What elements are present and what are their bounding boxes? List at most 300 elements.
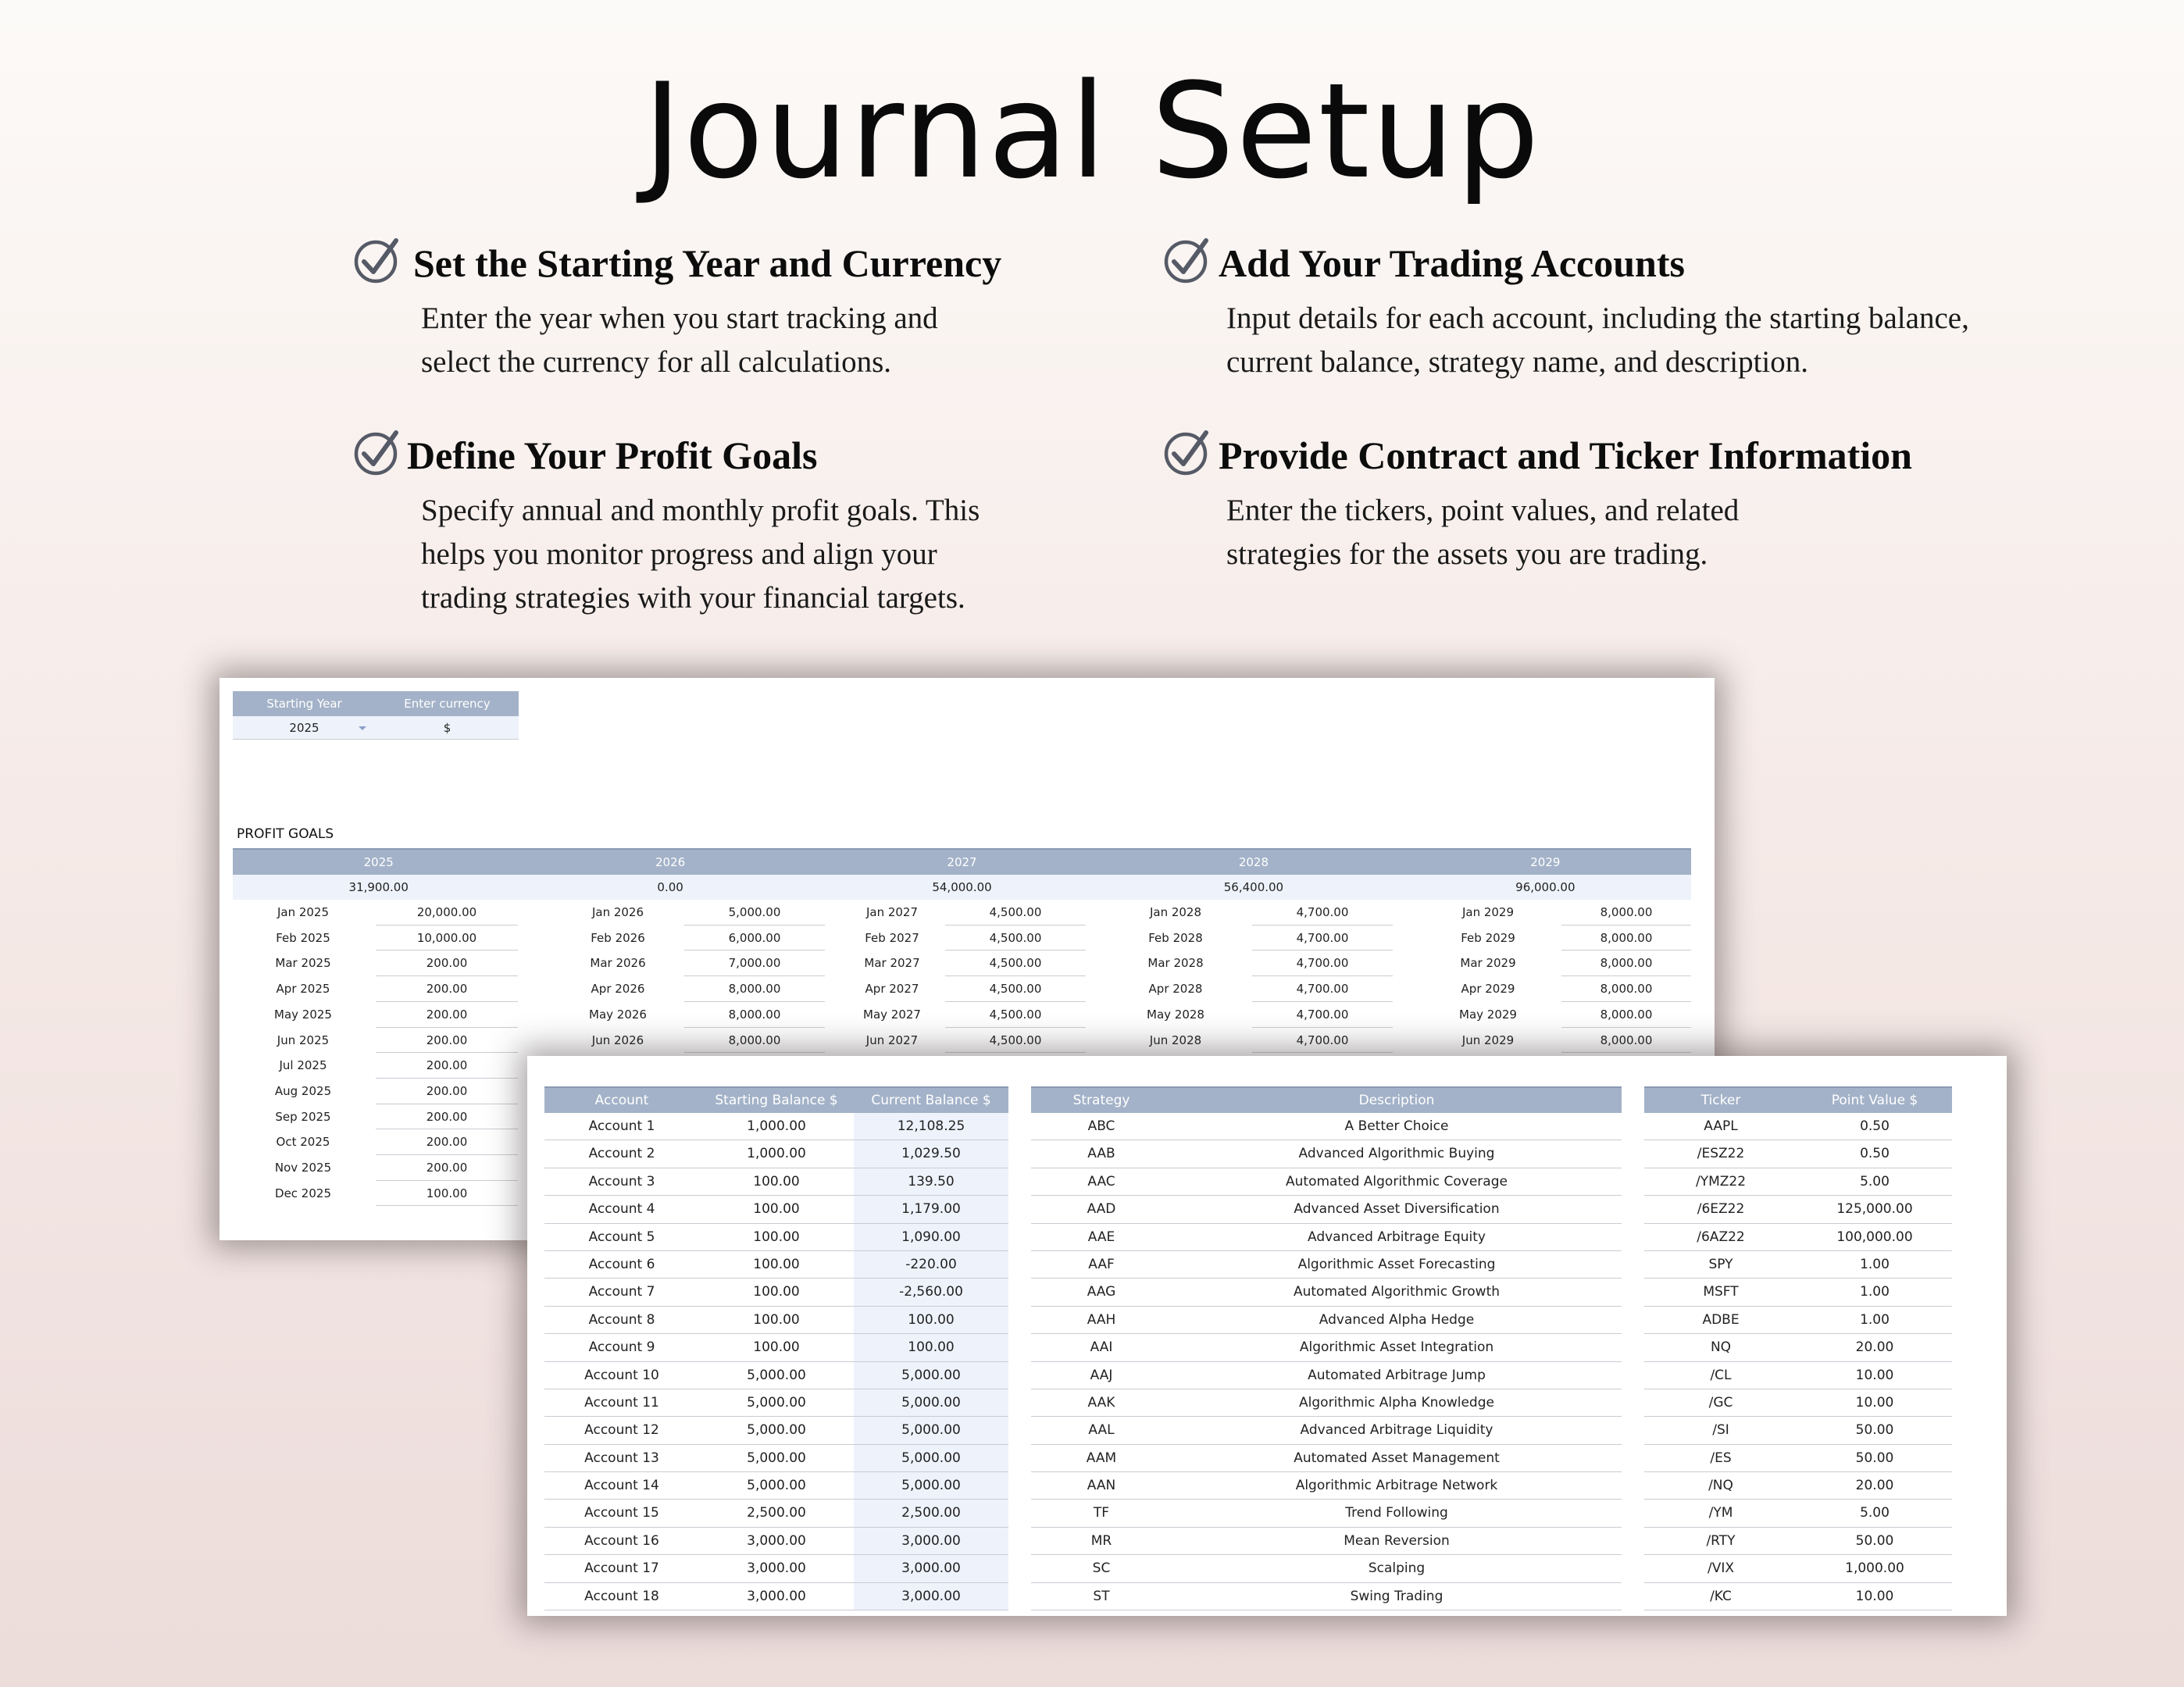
account-row (544, 1555, 1008, 1582)
ticker-row (1644, 1113, 1952, 1140)
table-cell[interactable]: Account 3 (588, 1173, 655, 1189)
month-goal-value[interactable]: 8,000.00 (1600, 905, 1653, 919)
account-row (544, 1140, 1008, 1168)
month-label: Jul 2025 (279, 1058, 327, 1073)
month-goal-value[interactable]: 8,000.00 (728, 1033, 781, 1047)
month-label: Feb 2029 (1461, 930, 1515, 945)
month-goal-value[interactable]: 8,000.00 (1600, 1007, 1653, 1022)
month-goal-value[interactable]: 200.00 (426, 1161, 468, 1175)
table-cell[interactable]: 5,000.00 (747, 1367, 806, 1383)
ticker-row (1644, 1555, 1952, 1582)
table-header (544, 1086, 1008, 1113)
table-cell[interactable]: AAI (1090, 1339, 1113, 1356)
account-row (544, 1472, 1008, 1500)
step-heading: Provide Contract and Ticker Information (1219, 433, 1912, 477)
strategy-row (1031, 1389, 1622, 1417)
strategy-row (1031, 1555, 1622, 1582)
month-label: May 2027 (863, 1007, 921, 1022)
table-cell[interactable]: 1,000.00 (1845, 1560, 1904, 1577)
table-cell[interactable]: 5,000.00 (747, 1450, 806, 1466)
strategy-row (1031, 1251, 1622, 1279)
table-cell[interactable]: TF (1093, 1505, 1110, 1521)
table-cell[interactable]: AAJ (1090, 1367, 1113, 1383)
ticker-row (1644, 1251, 1952, 1279)
table-cell[interactable]: 1,000.00 (747, 1118, 806, 1134)
month-goal-value[interactable]: 10,000.00 (416, 930, 477, 945)
accounts-sheet (527, 1056, 2007, 1616)
table-cell[interactable]: Account 18 (584, 1588, 659, 1604)
month-goal-value[interactable]: 8,000.00 (1600, 982, 1653, 997)
table-cell[interactable]: AAG (1087, 1284, 1116, 1300)
month-label: May 2026 (589, 1007, 647, 1022)
month-label: Aug 2025 (274, 1083, 332, 1098)
month-label: Jun 2025 (277, 1033, 330, 1047)
cell-underline (376, 1205, 518, 1206)
table-cell[interactable]: 100.00 (854, 1334, 1008, 1361)
strategy-row (1031, 1279, 1622, 1306)
month-label: Apr 2026 (591, 982, 645, 997)
table-cell[interactable]: 125,000.00 (1836, 1201, 1913, 1218)
table-cell[interactable]: 100.00 (753, 1339, 800, 1356)
account-row (544, 1196, 1008, 1223)
table-cell[interactable]: 100.00 (753, 1256, 800, 1272)
table-cell[interactable]: 10.00 (1855, 1394, 1894, 1411)
account-row (544, 1279, 1008, 1306)
year-total-cell[interactable]: 56,400.00 (1223, 880, 1284, 894)
table-cell[interactable]: SC (1092, 1560, 1111, 1577)
table-cell[interactable]: Swing Trading (1350, 1588, 1444, 1604)
column-header: Point Value $ (1797, 1088, 1952, 1113)
month-label: Mar 2027 (864, 956, 920, 971)
account-row (544, 1168, 1008, 1196)
starting-year-header: Starting Year (233, 691, 376, 716)
month-goal-value[interactable]: 4,700.00 (1296, 956, 1349, 971)
page-title: Journal Setup (643, 55, 1541, 208)
table-cell[interactable]: /ES (1710, 1450, 1732, 1466)
table-cell[interactable]: 1,090.00 (854, 1224, 1008, 1250)
table-cell[interactable]: Automated Asset Management (1294, 1450, 1500, 1466)
month-label: May 2025 (274, 1007, 332, 1022)
strategy-row (1031, 1140, 1622, 1168)
table-cell[interactable]: Account 11 (584, 1394, 659, 1411)
month-goal-value[interactable]: 4,700.00 (1296, 982, 1349, 997)
table-cell[interactable]: Advanced Arbitrage Liquidity (1300, 1422, 1493, 1439)
cell-underline (1252, 1052, 1393, 1053)
table-cell[interactable]: 139.50 (854, 1168, 1008, 1195)
month-goal-value[interactable]: 8,000.00 (728, 1007, 781, 1022)
cell-underline (1561, 1052, 1691, 1053)
month-label: Mar 2026 (590, 956, 646, 971)
month-label: Jun 2026 (591, 1033, 644, 1047)
year-total-cell[interactable]: 0.00 (657, 880, 683, 894)
accounts-table (544, 1086, 1008, 1610)
ticker-row (1644, 1445, 1952, 1472)
table-cell[interactable]: 10.00 (1855, 1367, 1894, 1383)
ticker-row (1644, 1279, 1952, 1306)
table-cell[interactable]: /NQ (1708, 1478, 1733, 1494)
month-goal-value[interactable]: 200.00 (426, 1058, 468, 1073)
month-label: Dec 2025 (275, 1186, 331, 1200)
currency-header: Enter currency (376, 691, 519, 716)
table-header (1644, 1086, 1952, 1113)
table-cell[interactable]: 5,000.00 (854, 1389, 1008, 1416)
table-cell[interactable]: Account 16 (584, 1532, 659, 1549)
month-label: Feb 2026 (591, 930, 645, 945)
column-header: Ticker (1644, 1088, 1797, 1113)
table-cell[interactable]: 5.00 (1860, 1505, 1890, 1521)
strategy-row (1031, 1168, 1622, 1196)
table-cell[interactable]: 50.00 (1855, 1532, 1894, 1549)
strategy-row (1031, 1528, 1622, 1555)
month-label: Jun 2027 (865, 1033, 919, 1047)
table-cell[interactable]: /VIX (1707, 1560, 1735, 1577)
table-cell[interactable]: Algorithmic Asset Forecasting (1297, 1256, 1496, 1272)
table-cell[interactable]: Account 14 (584, 1478, 659, 1494)
table-cell[interactable]: Account 4 (588, 1201, 655, 1218)
table-cell[interactable]: /YMZ22 (1695, 1173, 1747, 1189)
strategy-row (1031, 1307, 1622, 1334)
table-cell[interactable]: Account 12 (584, 1422, 659, 1439)
table-cell[interactable]: NQ (1710, 1339, 1732, 1356)
strategies-table (1031, 1086, 1622, 1610)
profit-goals-totals (233, 875, 1691, 900)
month-goal-value[interactable]: 200.00 (426, 1083, 468, 1098)
month-goal-value[interactable]: 4,500.00 (989, 982, 1042, 997)
tickers-table (1644, 1086, 1952, 1610)
ticker-row (1644, 1224, 1952, 1251)
table-cell[interactable]: AAN (1087, 1478, 1116, 1494)
table-cell[interactable]: /ESZ22 (1697, 1146, 1745, 1162)
ticker-row (1644, 1140, 1952, 1168)
table-cell[interactable]: 5,000.00 (747, 1422, 806, 1439)
table-cell[interactable]: 100.00 (854, 1307, 1008, 1333)
checkmark-icon (1162, 428, 1211, 476)
table-cell[interactable]: Advanced Algorithmic Buying (1298, 1146, 1495, 1162)
table-cell[interactable]: 1,179.00 (854, 1196, 1008, 1222)
table-cell[interactable]: 100.00 (753, 1173, 800, 1189)
strategy-row (1031, 1224, 1622, 1251)
ticker-row (1644, 1307, 1952, 1334)
table-cell[interactable]: 100.00 (753, 1311, 800, 1328)
table-cell[interactable]: Account 10 (584, 1367, 659, 1383)
month-label: Jun 2028 (1149, 1033, 1202, 1047)
table-cell[interactable]: Automated Arbitrage Jump (1308, 1367, 1486, 1383)
table-cell[interactable]: 3,000.00 (854, 1528, 1008, 1554)
account-row (544, 1417, 1008, 1444)
table-cell[interactable]: 1,000.00 (747, 1146, 806, 1162)
table-cell[interactable]: A Better Choice (1344, 1118, 1449, 1134)
step-heading: Set the Starting Year and Currency (413, 241, 1002, 285)
table-cell[interactable]: Advanced Alpha Hedge (1319, 1311, 1475, 1328)
account-row (544, 1334, 1008, 1361)
ticker-row (1644, 1500, 1952, 1527)
account-row (544, 1113, 1008, 1140)
month-goal-value[interactable]: 4,500.00 (989, 1033, 1042, 1047)
table-cell[interactable]: 20.00 (1855, 1478, 1894, 1494)
year-header-cell: 2029 (1400, 850, 1691, 875)
table-cell[interactable]: AAE (1087, 1229, 1115, 1245)
table-cell[interactable]: /YM (1708, 1505, 1733, 1521)
month-label: Mar 2029 (1460, 956, 1516, 971)
ticker-row (1644, 1472, 1952, 1500)
table-cell[interactable]: 3,000.00 (747, 1532, 806, 1549)
table-cell[interactable]: Account 5 (588, 1229, 655, 1245)
step-text: Specify annual and monthly profit goals. This helps you monitor progress and align your trading strategies with your financial targets. (421, 494, 980, 615)
strategy-row (1031, 1472, 1622, 1500)
table-cell[interactable]: Scalping (1368, 1560, 1426, 1577)
ticker-row (1644, 1417, 1952, 1444)
month-label: Nov 2025 (274, 1161, 332, 1175)
cell-underline (945, 1052, 1086, 1053)
table-cell[interactable]: Account 17 (584, 1560, 659, 1577)
strategy-row (1031, 1196, 1622, 1223)
table-cell[interactable]: /KC (1710, 1588, 1732, 1604)
table-cell[interactable]: ST (1093, 1588, 1110, 1604)
table-cell[interactable]: 1,029.50 (854, 1140, 1008, 1167)
table-cell[interactable]: 100.00 (753, 1201, 800, 1218)
profit-goals-year-header (233, 848, 1691, 875)
table-cell[interactable]: 100,000.00 (1836, 1229, 1913, 1245)
table-cell[interactable]: /CL (1710, 1367, 1732, 1383)
account-row (544, 1500, 1008, 1527)
table-cell[interactable]: 50.00 (1855, 1450, 1894, 1466)
month-label: Jan 2026 (591, 905, 644, 919)
table-cell[interactable]: 5,000.00 (747, 1394, 806, 1411)
month-label: Sep 2025 (275, 1109, 331, 1124)
account-row (544, 1224, 1008, 1251)
column-header: Account (544, 1088, 699, 1113)
table-cell[interactable]: AAB (1087, 1146, 1115, 1162)
month-label: Jan 2027 (865, 905, 919, 919)
table-cell[interactable]: AAH (1087, 1311, 1116, 1328)
month-goal-value[interactable]: 8,000.00 (728, 982, 781, 997)
checkmark-icon (352, 236, 401, 284)
month-goal-value[interactable]: 5,000.00 (728, 905, 781, 919)
month-goal-value[interactable]: 4,700.00 (1296, 930, 1349, 945)
table-cell[interactable]: Algorithmic Alpha Knowledge (1299, 1394, 1494, 1411)
table-cell[interactable]: ADBE (1702, 1311, 1740, 1328)
table-cell[interactable]: Automated Algorithmic Growth (1293, 1284, 1501, 1300)
table-cell[interactable]: -220.00 (854, 1251, 1008, 1278)
ticker-row (1644, 1362, 1952, 1389)
table-cell[interactable]: 2,500.00 (854, 1500, 1008, 1526)
table-cell[interactable]: 5,000.00 (854, 1445, 1008, 1471)
month-label: Mar 2028 (1147, 956, 1204, 971)
month-goal-value[interactable]: 200.00 (426, 1033, 468, 1047)
year-total-cell[interactable]: 31,900.00 (348, 880, 409, 894)
table-cell[interactable]: 20.00 (1855, 1339, 1894, 1356)
ticker-row (1644, 1583, 1952, 1610)
month-goal-value[interactable]: 6,000.00 (728, 930, 781, 945)
currency-input[interactable]: $ (443, 721, 451, 735)
month-label: Jun 2029 (1461, 1033, 1515, 1047)
table-cell[interactable]: Algorithmic Arbitrage Network (1295, 1478, 1498, 1494)
setup-header (233, 691, 519, 716)
month-goal-value[interactable]: 4,700.00 (1296, 1007, 1349, 1022)
table-cell[interactable]: AAPL (1704, 1118, 1738, 1134)
table-cell[interactable]: 3,000.00 (854, 1583, 1008, 1610)
table-cell[interactable]: 0.50 (1860, 1118, 1890, 1134)
year-header-cell: 2028 (1108, 850, 1399, 875)
setup-values (233, 716, 519, 740)
month-goal-value[interactable]: 8,000.00 (1600, 1033, 1653, 1047)
account-row (544, 1528, 1008, 1555)
strategy-row (1031, 1500, 1622, 1527)
month-goal-value[interactable]: 4,500.00 (989, 1007, 1042, 1022)
table-cell[interactable]: Advanced Arbitrage Equity (1308, 1229, 1486, 1245)
month-label: Feb 2025 (276, 930, 330, 945)
month-label: Apr 2028 (1148, 982, 1203, 997)
strategy-row (1031, 1334, 1622, 1361)
table-cell[interactable]: Account 7 (588, 1284, 655, 1300)
month-label: Feb 2027 (865, 930, 919, 945)
account-row (544, 1362, 1008, 1389)
month-label: May 2029 (1459, 1007, 1517, 1022)
table-cell[interactable]: AAL (1088, 1422, 1115, 1439)
month-label: May 2028 (1147, 1007, 1204, 1022)
month-goal-value[interactable]: 200.00 (426, 1007, 468, 1022)
ticker-row (1644, 1334, 1952, 1361)
table-cell[interactable]: Account 8 (588, 1311, 655, 1328)
table-cell[interactable]: Account 1 (588, 1118, 655, 1134)
table-cell[interactable]: 5,000.00 (747, 1478, 806, 1494)
month-goal-value[interactable]: 8,000.00 (1600, 930, 1653, 945)
step-heading: Define Your Profit Goals (407, 433, 818, 477)
table-cell[interactable]: Automated Algorithmic Coverage (1286, 1173, 1508, 1189)
table-cell[interactable]: 3,000.00 (747, 1588, 806, 1604)
month-goal-value[interactable]: 4,500.00 (989, 905, 1042, 919)
table-cell[interactable]: 50.00 (1855, 1422, 1894, 1439)
table-cell[interactable]: /RTY (1706, 1532, 1736, 1549)
table-cell[interactable]: SPY (1708, 1256, 1733, 1272)
table-cell[interactable]: Account 2 (588, 1146, 655, 1162)
table-cell[interactable]: AAM (1086, 1450, 1117, 1466)
cell-underline (684, 1052, 825, 1053)
table-cell[interactable]: ABC (1087, 1118, 1115, 1134)
table-cell[interactable]: 1.00 (1860, 1311, 1890, 1328)
table-cell[interactable]: Account 9 (588, 1339, 655, 1356)
table-cell[interactable]: /GC (1708, 1394, 1733, 1411)
account-row (544, 1251, 1008, 1279)
year-header-cell: 2025 (233, 850, 524, 875)
year-total-cell[interactable]: 54,000.00 (932, 880, 992, 894)
column-header: Strategy (1031, 1088, 1172, 1113)
month-goal-value[interactable]: 4,500.00 (989, 930, 1042, 945)
month-goal-value[interactable]: 20,000.00 (416, 905, 477, 919)
column-header: Current Balance $ (854, 1088, 1008, 1113)
table-cell[interactable]: AAF (1088, 1256, 1115, 1272)
month-goal-value[interactable]: 4,700.00 (1296, 905, 1349, 919)
month-goal-value[interactable]: 200.00 (426, 982, 468, 997)
table-cell[interactable]: 100.00 (753, 1284, 800, 1300)
table-cell[interactable]: Account 6 (588, 1256, 655, 1272)
month-label: Apr 2027 (865, 982, 919, 997)
month-label: Feb 2028 (1148, 930, 1203, 945)
account-row (544, 1583, 1008, 1610)
starting-year-value: 2025 (289, 721, 319, 735)
table-cell[interactable]: AAC (1087, 1173, 1115, 1189)
year-total-cell[interactable]: 96,000.00 (1515, 880, 1576, 894)
table-cell[interactable]: 1.00 (1860, 1284, 1890, 1300)
dropdown-arrow-icon[interactable] (359, 726, 366, 730)
table-cell[interactable]: Algorithmic Asset Integration (1299, 1339, 1494, 1356)
ticker-row (1644, 1389, 1952, 1417)
strategy-row (1031, 1583, 1622, 1610)
year-header-cell: 2027 (816, 850, 1108, 875)
table-cell[interactable]: 5,000.00 (854, 1417, 1008, 1443)
month-label: Mar 2025 (275, 956, 331, 971)
table-cell[interactable]: 100.00 (753, 1229, 800, 1245)
table-cell[interactable]: 10.00 (1855, 1588, 1894, 1604)
column-header: Description (1172, 1088, 1622, 1113)
starting-year-select[interactable] (233, 716, 376, 739)
table-cell[interactable]: /SI (1712, 1422, 1729, 1439)
table-cell[interactable]: -2,560.00 (854, 1279, 1008, 1305)
month-label: Oct 2025 (276, 1135, 330, 1150)
table-cell[interactable]: 3,000.00 (747, 1560, 806, 1577)
month-label: Jan 2025 (277, 905, 330, 919)
table-cell[interactable]: /6AZ22 (1697, 1229, 1745, 1245)
table-cell[interactable]: /6EZ22 (1697, 1201, 1745, 1218)
table-header (1031, 1086, 1622, 1113)
account-row (544, 1389, 1008, 1417)
account-row (544, 1307, 1008, 1334)
step-heading: Add Your Trading Accounts (1219, 241, 1685, 285)
month-goal-value[interactable]: 100.00 (426, 1186, 468, 1200)
table-cell[interactable]: 5,000.00 (854, 1362, 1008, 1389)
table-cell[interactable]: Mean Reversion (1344, 1532, 1450, 1549)
ticker-row (1644, 1196, 1952, 1223)
month-goal-value[interactable]: 4,700.00 (1296, 1033, 1349, 1047)
month-goal-value[interactable]: 7,000.00 (728, 956, 781, 971)
step-text: Enter the year when you start tracking and select the currency for all calculations. (421, 301, 938, 379)
strategy-row (1031, 1362, 1622, 1389)
column-header: Starting Balance $ (699, 1088, 854, 1113)
table-cell[interactable]: Account 13 (584, 1450, 659, 1466)
strategy-row (1031, 1445, 1622, 1472)
month-goal-value[interactable]: 8,000.00 (1600, 956, 1653, 971)
year-header-cell: 2026 (524, 850, 815, 875)
table-cell[interactable]: 5.00 (1860, 1173, 1890, 1189)
table-cell[interactable]: 3,000.00 (854, 1555, 1008, 1582)
table-cell[interactable]: AAK (1087, 1394, 1115, 1411)
month-label: Apr 2025 (276, 982, 330, 997)
table-cell[interactable]: 2,500.00 (747, 1505, 806, 1521)
month-goal-value[interactable]: 200.00 (426, 1109, 468, 1124)
table-cell[interactable]: 5,000.00 (854, 1472, 1008, 1499)
table-cell[interactable]: Trend Following (1345, 1505, 1448, 1521)
profit-goals-label: PROFIT GOALS (237, 826, 334, 842)
month-goal-value[interactable]: 200.00 (426, 956, 468, 971)
month-goal-value[interactable]: 4,500.00 (989, 956, 1042, 971)
account-row (544, 1445, 1008, 1472)
table-cell[interactable]: AAD (1087, 1201, 1116, 1218)
strategy-row (1031, 1417, 1622, 1444)
step-text: Enter the tickers, point values, and related strategies for the assets you are trading. (1226, 494, 1740, 571)
month-goal-value[interactable]: 200.00 (426, 1135, 468, 1150)
table-cell[interactable]: 12,108.25 (854, 1113, 1008, 1140)
table-cell[interactable]: MR (1090, 1532, 1112, 1549)
table-cell[interactable]: 0.50 (1860, 1146, 1890, 1162)
table-cell[interactable]: Account 15 (584, 1505, 659, 1521)
checkmark-icon (1162, 236, 1211, 284)
table-cell[interactable]: Advanced Asset Diversification (1294, 1201, 1500, 1218)
table-cell[interactable]: 1.00 (1860, 1256, 1890, 1272)
strategy-row (1031, 1113, 1622, 1140)
table-cell[interactable]: MSFT (1703, 1284, 1739, 1300)
month-label: Apr 2029 (1461, 982, 1515, 997)
checkmark-icon (352, 428, 401, 476)
